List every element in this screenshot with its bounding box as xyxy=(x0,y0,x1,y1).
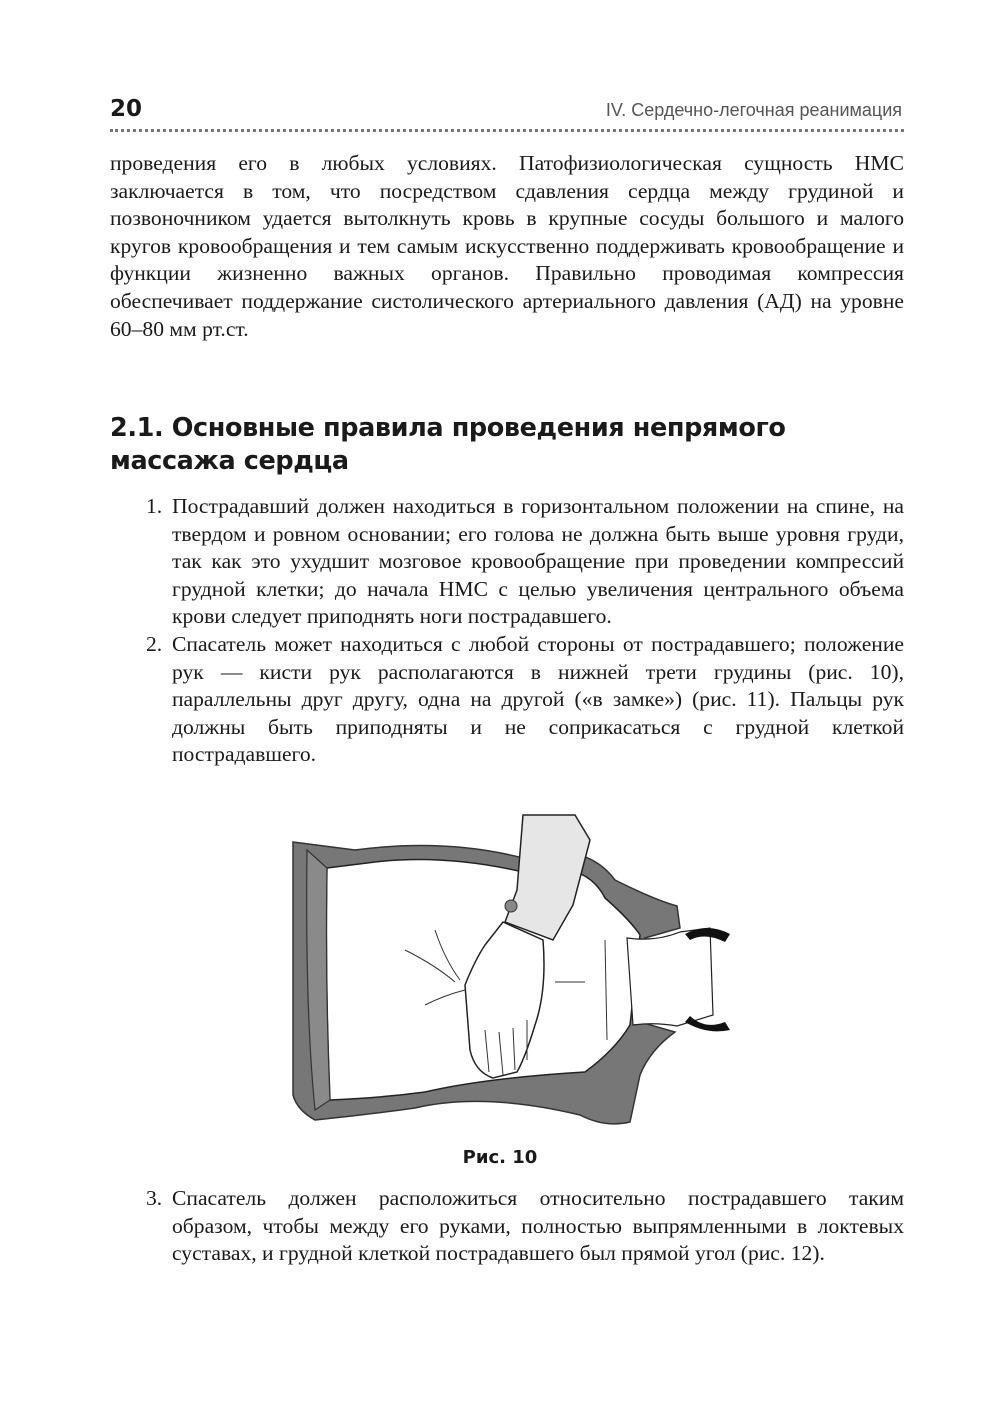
list-item-text: Спасатель может находиться с любой стороны от пострадавшего; положение рук — кисти рук располагаются в нижней трети грудины (рис. 10), параллельны друг другу, одна на другой («в замке») (рис. 11). Пальцы рук должны быть приподняты и не соприкасаться с грудной клеткой пострадавшего. xyxy=(172,631,904,767)
list-item-number: 1. xyxy=(146,494,163,518)
figure-caption: Рис. 10 xyxy=(462,1147,538,1168)
figure-illustration xyxy=(285,810,735,1135)
rules-list-continued xyxy=(110,1185,904,1268)
cpr-hand-position-drawing xyxy=(285,810,735,1135)
section-heading: 2.1. Основные правила проведения непрямого массажа сердца xyxy=(110,413,786,476)
neck-shape xyxy=(627,928,713,1026)
hair-bottom xyxy=(685,1016,730,1031)
page-number: 20 xyxy=(110,96,143,122)
list-item-text: Пострадавший должен находиться в горизонтальном положении на спине, на твердом и ровном основании; его голова не должна быть выше уровня груди, так как это ухудшит мозговое кровообращение при проведении компрессий грудной клетки; до начала НМС с целью увеличения центрального объема крови следует приподнять ноги пострадавшего. xyxy=(172,494,904,629)
list-item xyxy=(110,1185,904,1268)
list-item xyxy=(110,493,904,631)
header-rule xyxy=(110,129,904,132)
list-item xyxy=(110,631,904,769)
knuckle-mark xyxy=(505,900,517,912)
list-item-number: 2. xyxy=(146,631,163,656)
intro-paragraph: проведения его в любых условиях. Патофизиологическая сущность НМС заключается в том, что посредством сдавления сердца между грудиной и позвоночником удается вытолкнуть кровь в крупные сосуды большого и малого кругов кровообращения и тем самым искусственно поддерживать кровообращение и функции жизненно важных органов. Правильно проводимая компрессия обеспечивает поддержание систолического артериального давления (АД) на уровне 60–80 мм рт.ст. xyxy=(110,151,904,341)
rules-list xyxy=(110,493,904,769)
list-item-text: Спасатель должен расположиться относительно пострадавшего таким образом, чтобы между его руками, полностью выпрямленными в локтевых суставах, и грудной клеткой пострадавшего был прямой угол (рис. 12). xyxy=(172,1186,904,1266)
list-item-number: 3. xyxy=(146,1186,163,1210)
running-header: IV. Сердечно-легочная реанимация xyxy=(605,100,902,120)
